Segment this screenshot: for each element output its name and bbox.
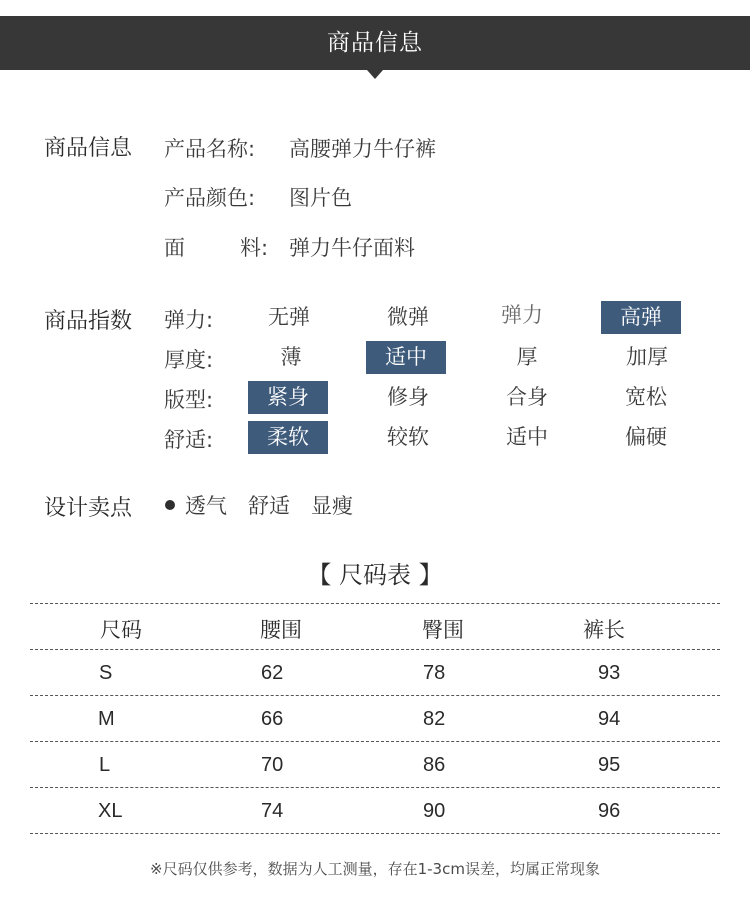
feature-item: 显瘦 <box>311 494 353 518</box>
table-divider <box>30 833 720 834</box>
table-header-hip: 臀围 <box>422 618 464 642</box>
table-cell-waist: 62 <box>261 662 284 684</box>
table-cell-size: S <box>99 662 113 684</box>
footnote: ※尺码仅供参考，数据为人工测量，存在1-3cm误差，均属正常现象 <box>150 860 600 878</box>
table-header-length: 裤长 <box>583 618 625 642</box>
table-cell-length: 96 <box>598 800 621 822</box>
table-cell-length: 95 <box>598 754 621 776</box>
index-label-fit: 版型: <box>164 388 214 412</box>
index-option-selected: 柔软 <box>248 421 328 454</box>
page-title: 商品信息 <box>327 30 423 56</box>
index-option: 适中 <box>506 425 548 449</box>
table-cell-size: M <box>98 708 115 730</box>
table-divider <box>30 741 720 742</box>
table-cell-hip: 78 <box>423 662 446 684</box>
table-divider <box>30 649 720 650</box>
index-option: 合身 <box>506 385 548 409</box>
table-cell-waist: 70 <box>261 754 284 776</box>
index-option: 宽松 <box>625 385 667 409</box>
table-divider <box>30 603 720 604</box>
index-option-selected: 高弹 <box>601 301 681 334</box>
table-divider <box>30 695 720 696</box>
section-label-design: 设计卖点 <box>44 496 133 521</box>
index-label-comfort: 舒适: <box>164 428 214 452</box>
bullet-icon <box>165 500 175 510</box>
table-cell-length: 94 <box>598 708 621 730</box>
table-cell-size: L <box>99 754 111 776</box>
index-option: 无弹 <box>268 305 310 329</box>
index-option: 较软 <box>387 425 429 449</box>
index-option: 微弹 <box>387 305 429 329</box>
index-option: 薄 <box>280 345 302 369</box>
index-label-thickness: 厚度: <box>164 348 214 372</box>
index-option: 修身 <box>387 385 429 409</box>
index-option-selected: 紧身 <box>248 381 328 414</box>
index-option: 弹力 <box>501 303 543 327</box>
index-label-elasticity: 弹力: <box>164 308 214 332</box>
field-label-fabric-char-2: 料: <box>240 236 269 260</box>
section-label-index: 商品指数 <box>44 309 133 334</box>
field-value-fabric: 弹力牛仔面料 <box>289 236 415 260</box>
table-header-waist: 腰围 <box>260 618 302 642</box>
table-cell-length: 93 <box>598 662 621 684</box>
table-divider <box>30 787 720 788</box>
field-label-fabric-char-1: 面 <box>164 236 185 260</box>
feature-item: 透气 <box>185 494 227 518</box>
table-cell-waist: 74 <box>261 800 284 822</box>
table-cell-hip: 86 <box>423 754 446 776</box>
table-cell-size: XL <box>98 800 123 822</box>
field-label-color: 产品颜色: <box>164 186 256 210</box>
section-label-product-info: 商品信息 <box>44 136 133 161</box>
header-pointer <box>367 70 383 79</box>
table-cell-hip: 82 <box>423 708 446 730</box>
field-value-color: 图片色 <box>289 186 352 210</box>
index-option: 厚 <box>516 345 538 369</box>
table-cell-waist: 66 <box>261 708 284 730</box>
feature-item: 舒适 <box>248 494 290 518</box>
table-cell-hip: 90 <box>423 800 446 822</box>
index-option-selected: 适中 <box>366 341 446 374</box>
index-option: 偏硬 <box>625 425 667 449</box>
table-header-size: 尺码 <box>100 618 142 642</box>
index-option: 加厚 <box>626 345 668 369</box>
size-table-title: 【 尺码表 】 <box>307 561 443 589</box>
field-value-name: 高腰弹力牛仔裤 <box>289 137 436 161</box>
field-label-name: 产品名称: <box>164 137 256 161</box>
